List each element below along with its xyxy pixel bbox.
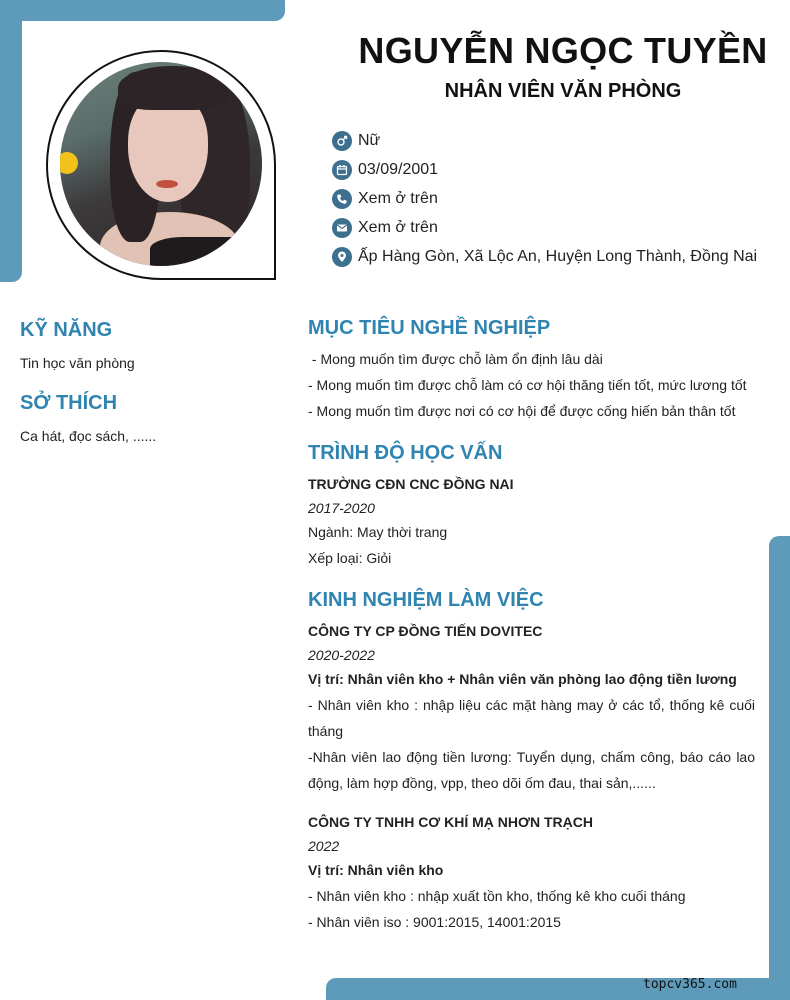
photo-hair-top [118,66,228,110]
candidate-name: NGUYỄN NGỌC TUYỀN [358,30,768,71]
education-major: Ngành: May thời trang [308,524,448,540]
email-icon [332,218,352,238]
job-description: - Nhân viên iso : 9001:2015, 14001:2015 [308,914,561,930]
photo-lips [156,180,178,188]
job-period: 2020-2022 [308,647,375,663]
hobbies-title: SỞ THÍCH [20,392,118,414]
location-icon [332,247,352,267]
decor-bar-right [769,536,790,1000]
info-phone [332,188,438,210]
info-phone-value: Xem ở trên [358,190,438,207]
job-company: CÔNG TY TNHH CƠ KHÍ MẠ NHƠN TRẠCH [308,814,593,830]
watermark: topcv365.com [643,977,737,992]
objective-title: MỤC TIÊU NGHỀ NGHIỆP [308,317,551,339]
photo-clothing [150,237,260,266]
job-description: - Nhân viên kho : nhập liệu các mặt hàng may ở các tổ, thống kê cuối tháng [308,697,755,739]
gender-icon [332,131,352,151]
education-school: TRƯỜNG CĐN CNC ĐỒNG NAI [308,476,514,492]
info-email [332,217,438,239]
job-title: NHÂN VIÊN VĂN PHÒNG [444,80,682,102]
education-title: TRÌNH ĐỘ HỌC VẤN [308,442,503,464]
info-gender-value: Nữ [358,132,381,149]
job-position: Vị trí: Nhân viên kho [308,862,444,878]
avatar [60,62,262,266]
job-position: Vị trí: Nhân viên kho + Nhân viên văn phòng lao động tiền lương [308,671,737,687]
education-period: 2017-2020 [308,500,375,516]
info-email-value: Xem ở trên [358,219,438,236]
job-description: -Nhân viên lao động tiền lương: Tuyển dụng, chấm công, báo cáo lao động, làm hợp đồng, vpp, theo dõi ốm đau, thai sản,...... [308,749,755,791]
experience-title: KINH NGHIỆM LÀM VIỆC [308,589,544,611]
skill-item: Tin học văn phòng [20,355,135,371]
sun-decoration [60,152,78,174]
objective-item: - Mong muốn tìm được chỗ làm có cơ hội thăng tiến tốt, mức lương tốt [308,377,747,393]
phone-icon [332,189,352,209]
decor-bar-top [0,0,285,21]
info-birthday [332,159,438,181]
objective-item: - Mong muốn tìm được chỗ làm ổn định lâu dài [308,351,603,367]
info-birthday-value: 03/09/2001 [358,161,439,178]
job-description: - Nhân viên kho : nhập xuất tồn kho, thống kê kho cuối tháng [308,888,686,904]
hobby-item: Ca hát, đọc sách, ...... [20,428,157,444]
calendar-icon [332,160,352,180]
info-address-value: Ấp Hàng Gòn, Xã Lộc An, Huyện Long Thành, Đồng Nai [358,248,758,265]
job-company: CÔNG TY CP ĐỒNG TIẾN DOVITEC [308,623,543,639]
skills-title: KỸ NĂNG [20,319,113,341]
job-period: 2022 [308,838,340,854]
info-address [332,246,757,268]
info-gender [332,130,380,152]
decor-bar-left [0,0,22,282]
objective-item: - Mong muốn tìm được nơi có cơ hội để được cống hiến bản thân tốt [308,403,736,419]
education-grade: Xếp loại: Giỏi [308,550,392,566]
